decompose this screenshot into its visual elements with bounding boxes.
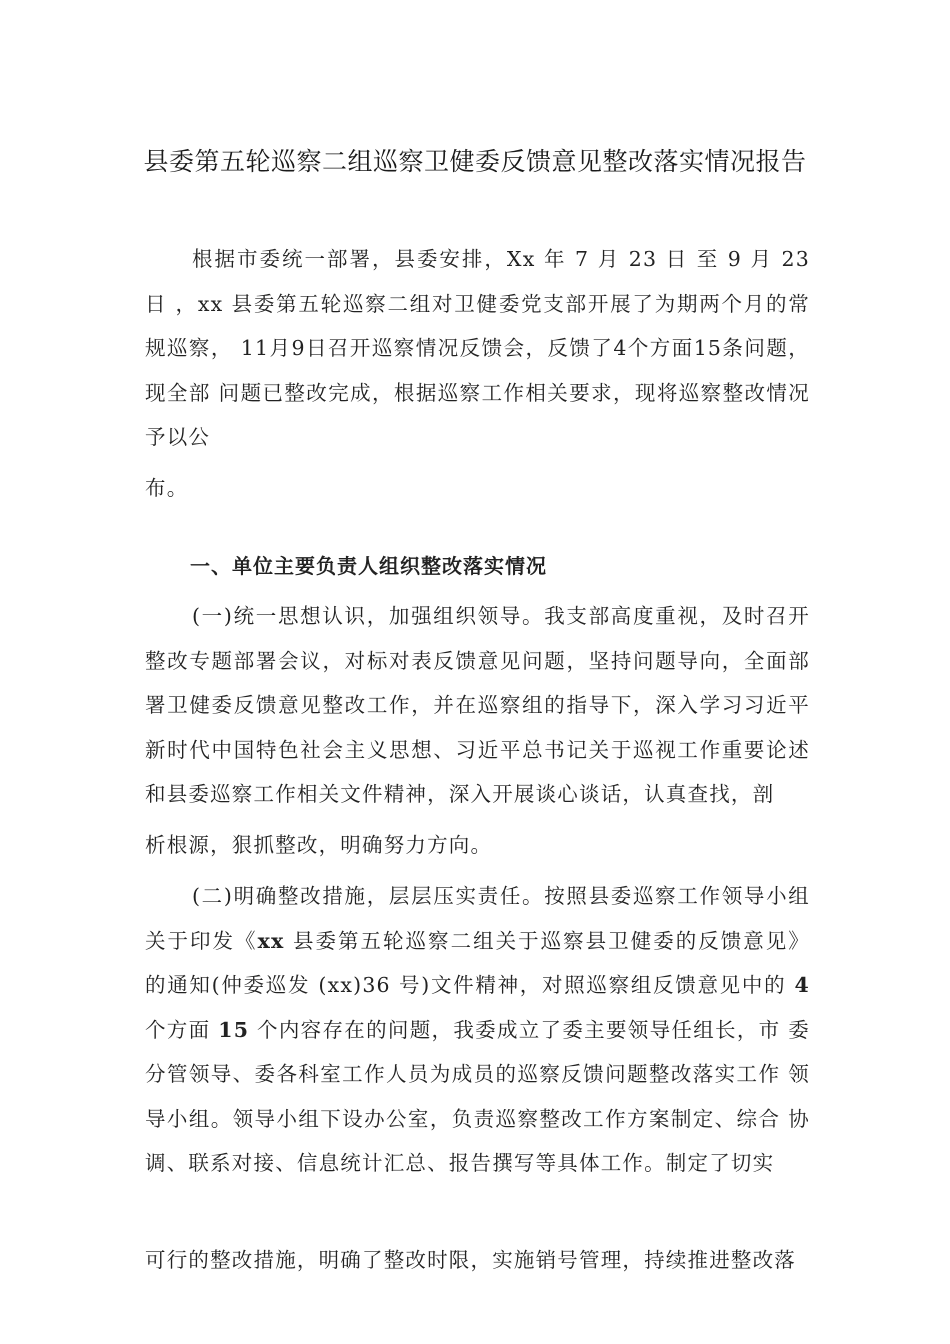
- intro-paragraph-continuation: 布。: [145, 476, 189, 500]
- paragraph-2-text-b: 县委第五轮巡察二组关于巡察县卫健委的反馈意见》 的通知(仲委巡发 (xx)36 号)文件精神，对照巡察组反馈意见中的: [145, 928, 810, 997]
- paragraph-2-text-d: 个内容存在的问题，我委成立了委主要领导任组长，市 委分管领导、委各科室工作人员为成员的巡察反馈问题整改落实工作 领导小组。领导小组下设办公室，负责巡察整改工作方案制定、综合 协调、联系对接、信息统计汇总、报告撰写等具体工作。制定了切实: [145, 1017, 810, 1175]
- paragraph-2-issue-count: 15: [218, 1017, 250, 1042]
- paragraph-2-text-a: (二)明确整改措施，层层压实责任。按照县委巡察工作领导小组关于印发《: [145, 884, 810, 953]
- paragraph-2-text-c: 个方面: [145, 1017, 219, 1042]
- paragraph-2-county-name: xx: [257, 928, 285, 953]
- paragraph-1-continuation: 析根源，狠抓整改，明确努力方向。: [145, 833, 493, 857]
- paragraph-2-aspect-count: 4: [794, 973, 810, 997]
- paragraph-1: (一)统一思想认识，加强组织领导。我支部高度重视，及时召开整改专题部署会议，对标对表反馈意见问题，坚持问题导向，全面部署卫健委反馈意见整改工作，并在巡察组的指导下，深入学习习近平新时代中国特色社会主义思想、习近平总书记关于巡视工作重要论述和县委巡察工作相关文件精神，深入开展谈心谈话，认真查找，剖: [145, 604, 810, 806]
- section-heading-1: 一、单位主要负责人组织整改落实情况: [190, 554, 547, 578]
- document-title: 县委第五轮巡察二组巡察卫健委反馈意见整改落实情况报告: [143, 147, 807, 176]
- paragraph-2-continuation: 可行的整改措施，明确了整改时限，实施销号管理，持续推进整改落: [145, 1248, 796, 1272]
- paragraph-2: [145, 874, 810, 1186]
- intro-paragraph: 根据市委统一部署，县委安排，Xx 年 7 月 23 日 至 9 月 23 日 ，xx 县委第五轮巡察二组对卫健委党支部开展了为期两个月的常规巡察， 11月9日召开巡察情况反馈会，反馈了4个方面15条问题，现全部 问题已整改完成，根据巡察工作相关要求，现将巡察整改情况予以公: [145, 247, 810, 449]
